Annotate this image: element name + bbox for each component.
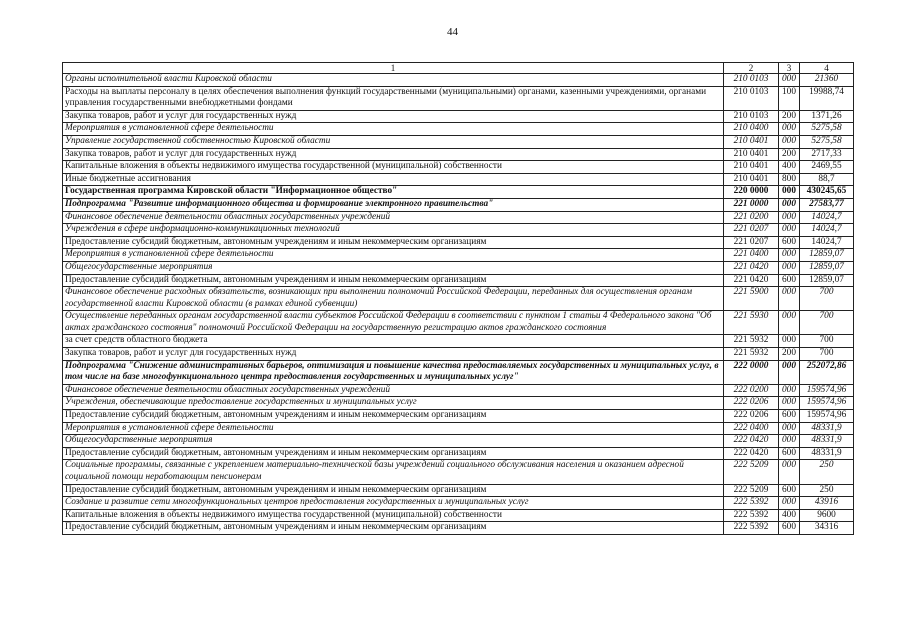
row-code-cell: 222 5209 (724, 460, 779, 484)
row-amount-cell: 5275,58 (800, 135, 854, 148)
row-kind-cell: 200 (779, 110, 800, 123)
row-name-cell: Иные бюджетные ассигнования (63, 173, 724, 186)
row-kind-cell: 400 (779, 509, 800, 522)
row-name-cell: Учреждения в сфере информационно-коммуникационных технологий (63, 224, 724, 237)
row-amount-cell: 159574,96 (800, 410, 854, 423)
row-name-cell: Предоставление субсидий бюджетным, автономным учреждениям и иным некоммерческим организациям (63, 236, 724, 249)
table-row (63, 86, 854, 110)
row-name-cell: Финансовое обеспечение расходных обязательств, возникающих при выполнении полномочий Российской Федерации, переданных для осуществления органам государственной власти Кировской области (в рамках единой субвенции) (63, 287, 724, 311)
table-row (63, 384, 854, 397)
row-code-cell: 210 0401 (724, 173, 779, 186)
row-code-cell: 222 0200 (724, 384, 779, 397)
row-amount-cell: 48331,9 (800, 435, 854, 448)
table-row (63, 173, 854, 186)
header-col-1: 1 (63, 63, 724, 74)
row-name-cell: Закупка товаров, работ и услуг для государственных нужд (63, 148, 724, 161)
budget-table (62, 62, 854, 535)
row-code-cell: 221 5930 (724, 311, 779, 335)
row-code-cell: 221 5932 (724, 348, 779, 361)
table-row (63, 348, 854, 361)
row-amount-cell: 250 (800, 484, 854, 497)
row-name-cell: Создание и развитие сети многофункциональных центров предоставления государственных и муниципальных услуг (63, 497, 724, 510)
row-kind-cell: 000 (779, 397, 800, 410)
table-row (63, 435, 854, 448)
row-code-cell: 210 0400 (724, 123, 779, 136)
row-code-cell: 222 0000 (724, 360, 779, 384)
row-kind-cell: 000 (779, 249, 800, 262)
header-col-3: 3 (779, 63, 800, 74)
row-amount-cell: 19988,74 (800, 86, 854, 110)
row-name-cell: Мероприятия в установленной сфере деятельности (63, 422, 724, 435)
table-row (63, 110, 854, 123)
row-name-cell: Мероприятия в установленной сфере деятельности (63, 123, 724, 136)
row-code-cell: 221 0207 (724, 224, 779, 237)
row-kind-cell: 000 (779, 384, 800, 397)
row-kind-cell: 000 (779, 460, 800, 484)
row-code-cell: 222 0420 (724, 435, 779, 448)
table-row (63, 311, 854, 335)
row-kind-cell: 000 (779, 74, 800, 87)
row-name-cell: Управление государственной собственностью Кировской области (63, 135, 724, 148)
row-code-cell: 221 0207 (724, 236, 779, 249)
row-kind-cell: 600 (779, 447, 800, 460)
row-kind-cell: 600 (779, 236, 800, 249)
row-kind-cell: 100 (779, 86, 800, 110)
row-code-cell: 220 0000 (724, 186, 779, 199)
table-row (63, 447, 854, 460)
row-code-cell: 222 0420 (724, 447, 779, 460)
row-name-cell: Учреждения, обеспечивающие предоставление государственных и муниципальных услуг (63, 397, 724, 410)
header-col-2: 2 (724, 63, 779, 74)
row-code-cell: 222 0206 (724, 397, 779, 410)
row-amount-cell: 159574,96 (800, 384, 854, 397)
row-code-cell: 210 0103 (724, 110, 779, 123)
row-code-cell: 221 0200 (724, 211, 779, 224)
row-name-cell: Расходы на выплаты персоналу в целях обеспечения выполнения функций государственными (муниципальными) органами, казенными учреждениями, органами управления государственными внебюджетными фондами (63, 86, 724, 110)
row-name-cell: Финансовое обеспечение деятельности областных государственных учреждений (63, 384, 724, 397)
row-amount-cell: 2469,55 (800, 161, 854, 174)
table-row (63, 410, 854, 423)
table-row (63, 484, 854, 497)
row-name-cell: Органы исполнительной власти Кировской области (63, 74, 724, 87)
table-row (63, 422, 854, 435)
row-amount-cell: 700 (800, 311, 854, 335)
table-row (63, 123, 854, 136)
row-code-cell: 222 5392 (724, 497, 779, 510)
row-amount-cell: 12859,07 (800, 261, 854, 274)
table-row (63, 74, 854, 87)
row-amount-cell: 430245,65 (800, 186, 854, 199)
row-amount-cell: 2717,33 (800, 148, 854, 161)
row-amount-cell: 48331,9 (800, 422, 854, 435)
row-kind-cell: 600 (779, 274, 800, 287)
row-amount-cell: 14024,7 (800, 211, 854, 224)
table-row (63, 186, 854, 199)
row-name-cell: Социальные программы, связанные с укреплением материально-технической базы учреждений социального обслуживания населения и оказанием адресной социальной помощи неработающим пенсионерам (63, 460, 724, 484)
row-kind-cell: 600 (779, 522, 800, 535)
row-kind-cell: 000 (779, 311, 800, 335)
row-kind-cell: 000 (779, 360, 800, 384)
row-name-cell: Финансовое обеспечение деятельности областных государственных учреждений (63, 211, 724, 224)
row-code-cell: 210 0103 (724, 86, 779, 110)
budget-table-body (63, 63, 854, 535)
row-code-cell: 210 0401 (724, 148, 779, 161)
row-amount-cell: 1371,26 (800, 110, 854, 123)
row-amount-cell: 34316 (800, 522, 854, 535)
row-name-cell: Подпрограмма "Снижение административных барьеров, оптимизация и повышение качества предоставляемых государственных и муниципальных услуг, в том числе на базе многофункционального центра предоставления государственных и муниципальных услуг" (63, 360, 724, 384)
row-kind-cell: 200 (779, 148, 800, 161)
row-amount-cell: 252072,86 (800, 360, 854, 384)
row-code-cell: 221 0000 (724, 198, 779, 211)
row-amount-cell: 12859,07 (800, 274, 854, 287)
table-row (63, 148, 854, 161)
table-row (63, 509, 854, 522)
row-code-cell: 221 0400 (724, 249, 779, 262)
row-amount-cell: 14024,7 (800, 236, 854, 249)
row-kind-cell: 600 (779, 484, 800, 497)
row-amount-cell: 14024,7 (800, 224, 854, 237)
row-kind-cell: 200 (779, 348, 800, 361)
page-number: 44 (447, 26, 458, 38)
row-code-cell: 210 0401 (724, 161, 779, 174)
row-name-cell: Предоставление субсидий бюджетным, автономным учреждениям и иным некоммерческим организациям (63, 484, 724, 497)
row-amount-cell: 9600 (800, 509, 854, 522)
row-name-cell: Общегосударственные мероприятия (63, 435, 724, 448)
row-kind-cell: 000 (779, 287, 800, 311)
table-row (63, 224, 854, 237)
table-row (63, 287, 854, 311)
row-amount-cell: 250 (800, 460, 854, 484)
table-row (63, 261, 854, 274)
row-code-cell: 210 0401 (724, 135, 779, 148)
row-kind-cell: 000 (779, 335, 800, 348)
row-code-cell: 221 0420 (724, 274, 779, 287)
row-name-cell: Капитальные вложения в объекты недвижимого имущества государственной (муниципальной) собственности (63, 161, 724, 174)
header-col-4: 4 (800, 63, 854, 74)
row-name-cell: Предоставление субсидий бюджетным, автономным учреждениям и иным некоммерческим организациям (63, 410, 724, 423)
table-row (63, 274, 854, 287)
row-amount-cell: 700 (800, 348, 854, 361)
row-kind-cell: 000 (779, 198, 800, 211)
table-row (63, 161, 854, 174)
row-code-cell: 210 0103 (724, 74, 779, 87)
row-name-cell: Закупка товаров, работ и услуг для государственных нужд (63, 110, 724, 123)
row-kind-cell: 400 (779, 161, 800, 174)
table-row (63, 249, 854, 262)
row-amount-cell: 700 (800, 287, 854, 311)
row-amount-cell: 5275,58 (800, 123, 854, 136)
row-name-cell: Предоставление субсидий бюджетным, автономным учреждениям и иным некоммерческим организациям (63, 274, 724, 287)
table-row (63, 335, 854, 348)
row-name-cell: Общегосударственные мероприятия (63, 261, 724, 274)
table-row (63, 211, 854, 224)
table-row (63, 522, 854, 535)
row-code-cell: 221 0420 (724, 261, 779, 274)
row-amount-cell: 12859,07 (800, 249, 854, 262)
row-amount-cell: 21360 (800, 74, 854, 87)
row-amount-cell: 43916 (800, 497, 854, 510)
table-row (63, 135, 854, 148)
table-row (63, 497, 854, 510)
row-amount-cell: 48331,9 (800, 447, 854, 460)
table-row (63, 460, 854, 484)
row-kind-cell: 000 (779, 435, 800, 448)
row-kind-cell: 000 (779, 135, 800, 148)
row-name-cell: Осуществление переданных органам государственной власти субъектов Российской Федерации в соответствии с пунктом 1 статьи 4 Федерального закона "Об актах гражданского состояния" полномочий Российской Федерации на государственную регистрацию актов гражданского состояния (63, 311, 724, 335)
row-name-cell: Предоставление субсидий бюджетным, автономным учреждениям и иным некоммерческим организациям (63, 522, 724, 535)
row-code-cell: 221 5932 (724, 335, 779, 348)
row-kind-cell: 800 (779, 173, 800, 186)
table-row (63, 360, 854, 384)
row-code-cell: 222 0400 (724, 422, 779, 435)
row-kind-cell: 000 (779, 422, 800, 435)
row-code-cell: 222 0206 (724, 410, 779, 423)
row-name-cell: Государственная программа Кировской области "Информационное общество" (63, 186, 724, 199)
row-amount-cell: 159574,96 (800, 397, 854, 410)
row-name-cell: Мероприятия в установленной сфере деятельности (63, 249, 724, 262)
row-kind-cell: 000 (779, 261, 800, 274)
row-kind-cell: 000 (779, 497, 800, 510)
row-kind-cell: 000 (779, 123, 800, 136)
row-name-cell: Предоставление субсидий бюджетным, автономным учреждениям и иным некоммерческим организациям (63, 447, 724, 460)
row-name-cell: Закупка товаров, работ и услуг для государственных нужд (63, 348, 724, 361)
row-code-cell: 222 5209 (724, 484, 779, 497)
row-code-cell: 222 5392 (724, 509, 779, 522)
row-kind-cell: 600 (779, 410, 800, 423)
table-header-row (63, 63, 854, 74)
row-kind-cell: 000 (779, 186, 800, 199)
row-code-cell: 222 5392 (724, 522, 779, 535)
row-amount-cell: 700 (800, 335, 854, 348)
row-kind-cell: 000 (779, 224, 800, 237)
table-row (63, 397, 854, 410)
row-name-cell: Капитальные вложения в объекты недвижимого имущества государственной (муниципальной) собственности (63, 509, 724, 522)
table-row (63, 236, 854, 249)
row-name-cell: Подпрограмма "Развитие информационного общества и формирование электронного правительства" (63, 198, 724, 211)
row-name-cell: за счет средств областного бюджета (63, 335, 724, 348)
row-amount-cell: 88,7 (800, 173, 854, 186)
row-code-cell: 221 5900 (724, 287, 779, 311)
row-amount-cell: 27583,77 (800, 198, 854, 211)
table-row (63, 198, 854, 211)
row-kind-cell: 000 (779, 211, 800, 224)
